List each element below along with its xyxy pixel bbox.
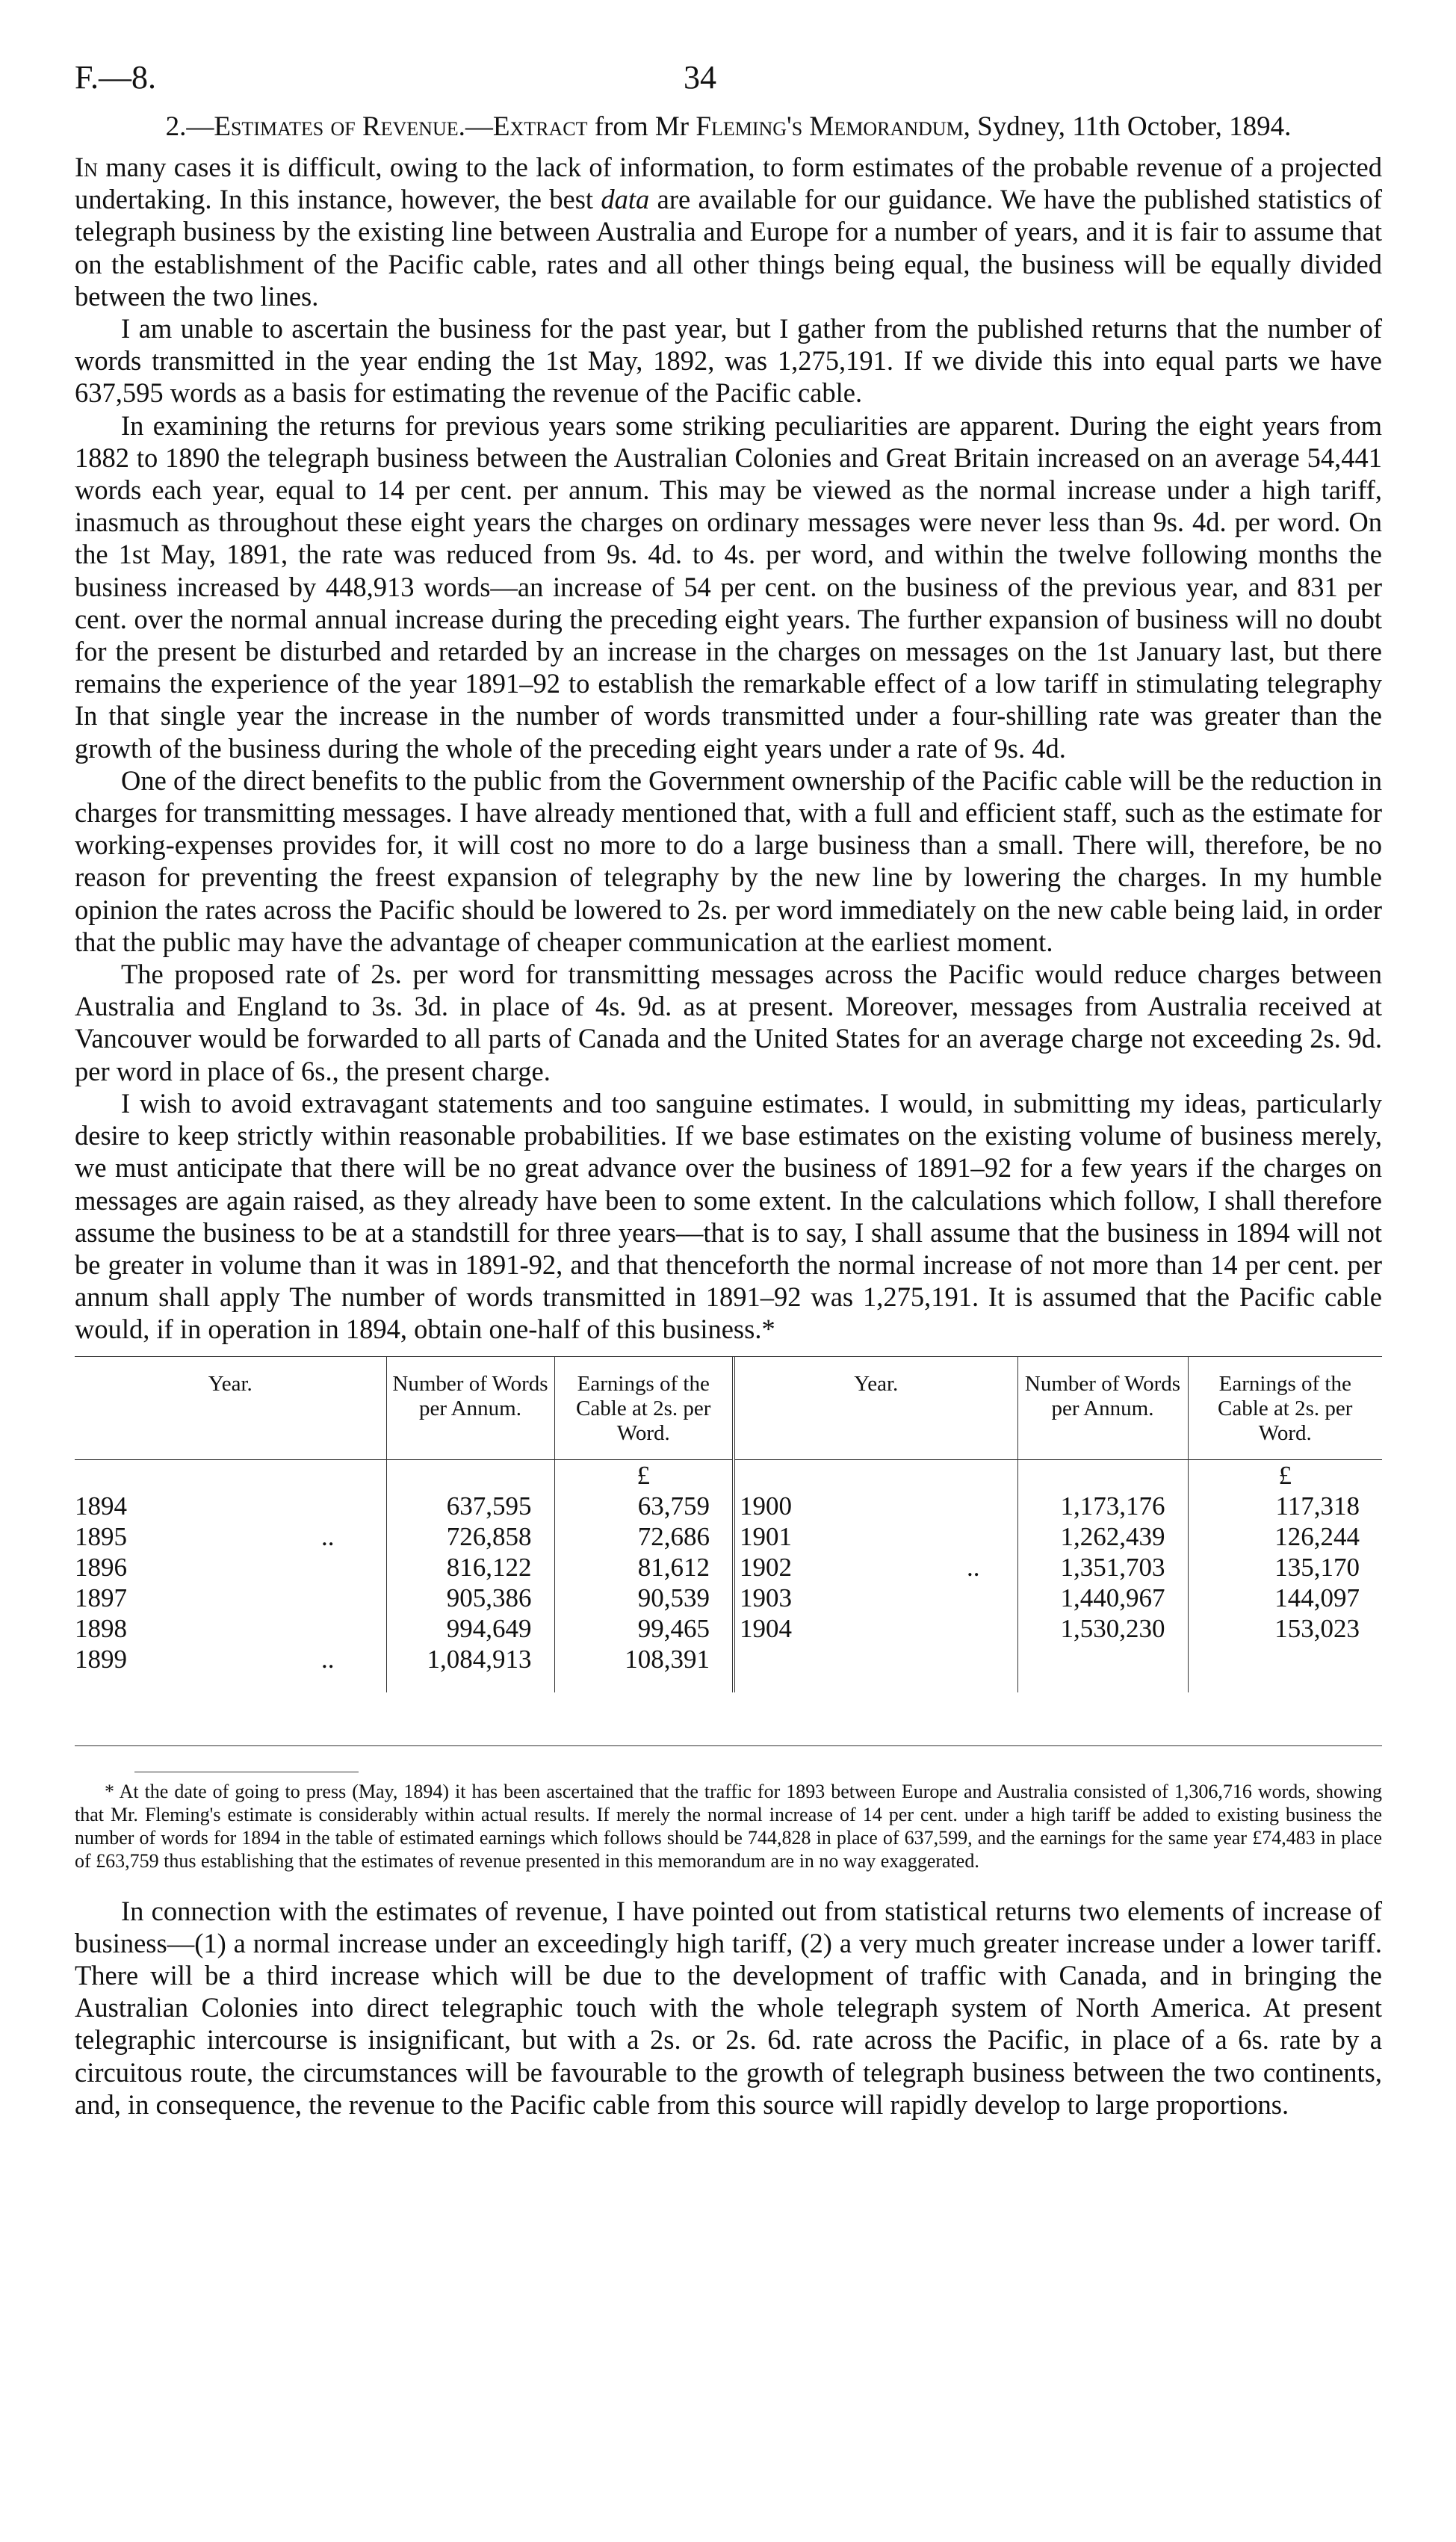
- header-year-right: Year.: [734, 1357, 1017, 1460]
- page-number: 34: [684, 59, 716, 96]
- earnings-cell: 63,759: [554, 1491, 734, 1521]
- year-cell: 1898: [75, 1613, 127, 1643]
- paragraph-1: [75, 151, 1382, 312]
- unit-row: [75, 1459, 1382, 1491]
- table-row: [75, 1521, 1382, 1552]
- earnings-cell: 72,686: [554, 1521, 734, 1552]
- paragraph-2: I am unable to ascertain the business for the past year, but I gather from the published returns that the number of words transmitted in the year ending the 1st May, 1892, was 1,275,191. If we divide this into equal parts we have 637,595 words as a basis for estimating the revenue of the Pacific cable.: [75, 313, 1382, 409]
- footnote: * At the date of going to press (May, 1894) it has been ascertained that the traffic for 1893 between Europe and Australia consisted of 1,306,716 words, showing that Mr. Fleming's estimate is considerably within actual results. If merely the normal increase of 14 per cent. under a high tariff be added to existing business the number of words for 1894 in the table of estimated earnings which follows should be 744,828 in place of 637,599, and the earnings for the same year £74,483 in place of £63,759 thus establishing that the estimates of revenue presented in this memorandum are in no way exaggerated.: [75, 1780, 1382, 1872]
- paragraph-1-lead: In: [75, 152, 98, 182]
- header-earnings-left: Earnings of the Cable at 2s. per Word.: [554, 1357, 734, 1460]
- header-earnings-right: Earnings of the Cable at 2s. per Word.: [1188, 1357, 1382, 1460]
- words-cell: 994,649: [386, 1613, 554, 1644]
- year-cell: 1899 ..: [75, 1644, 335, 1674]
- paragraph-6: I wish to avoid extravagant statements and too sanguine estimates. I would, in submitting my ideas, particularly desire to keep strictly within reasonable probabilities. If we base estimates on the existing volume of business merely, we must anticipate that there will be no great advance over the business of 1891–92 for a few years if the charges on messages are again raised, as they already have been to some extent. In the calculations which follow, I shall therefore assume the business to be at a standstill for three years—that is to say, I shall assume that the business in 1894 will not be greater in volume than it was in 1891-92, and that thenceforth the normal increase of not more than 14 per cent. per annum shall apply The number of words transmitted in 1891–92 was 1,275,191. It is assumed that the Pacific cable would, if in operation in 1894, obtain one-half of this business.*: [75, 1087, 1382, 1345]
- earnings-cell: 135,170: [1188, 1552, 1382, 1583]
- words-cell: 816,122: [386, 1552, 554, 1583]
- words-cell: 1,351,703: [1017, 1552, 1188, 1583]
- paragraph-4: One of the direct benefits to the public from the Government ownership of the Pacific cable will be the reduction in charges for transmitting messages. I have already mentioned that, with a full and efficient staff, such as the estimate for working-expenses provides for, it will cost no more to do a large business than a small. There will, therefore, be no reason for preventing the freest expansion of telegraphy by the new line by lowering the charges. In my humble opinion the rates across the Pacific should be lowered to 2s. per word immediately on the new cable being laid, in order that the public may have the advantage of cheaper communication at the earliest moment.: [75, 764, 1382, 957]
- leader-dots: ..: [967, 1552, 980, 1582]
- words-cell: 1,173,176: [1017, 1491, 1188, 1521]
- table-row: [75, 1491, 1382, 1521]
- closing-paragraph: In connection with the estimates of revenue, I have pointed out from statistical returns two elements of increase of business—(1) a normal increase under an exceedingly high tariff, (2) a very much greater increase under a lower tariff. There will be a third increase which will be due to the development of traffic with Canada, and in bringing the Australian Colonies into direct telegraphic touch with the whole telegraph system of North America. At present telegraphic intercourse is insignificant, but with a 2s. or 2s. 6d. rate across the Pacific, in place of a 6s. rate by a circuitous route, the circumstances will be favourable to the growth of telegraph business between the two continents, and, in consequence, the revenue to the Pacific cable from this source will rapidly develop to large proportions.: [75, 1895, 1382, 2120]
- earnings-cell: 99,465: [554, 1613, 734, 1644]
- year-cell: 1904: [734, 1613, 1017, 1644]
- earnings-cell: 90,539: [554, 1583, 734, 1613]
- heading-title: Estimates of Revenue.: [214, 111, 465, 142]
- paragraph-1-text: many cases it is difficult, owing to the lack of information, to form estimates of the probable revenue of a projected undertaking. In this instance, however, the best: [75, 152, 1382, 215]
- header-words-right: Number of Words per Annum.: [1017, 1357, 1188, 1460]
- heading-from: from Mr: [587, 111, 696, 142]
- heading-dash: —: [465, 111, 493, 142]
- leader-dots: ..: [321, 1521, 335, 1551]
- earnings-cell: 144,097: [1188, 1583, 1382, 1613]
- heading-extract: Extract: [492, 111, 588, 142]
- year-cell: 1903: [734, 1583, 1017, 1613]
- year-cell: 1895 ..: [75, 1521, 335, 1551]
- estimate-table-wrapper: [75, 1356, 1382, 1746]
- unit-pound-right: £: [1188, 1459, 1382, 1491]
- leader-dots: ..: [321, 1644, 335, 1674]
- words-cell: 1,084,913: [386, 1644, 554, 1674]
- table-row: [75, 1552, 1382, 1583]
- table-row: [75, 1583, 1382, 1613]
- paragraph-1-data-word: data: [601, 184, 650, 215]
- header-words-left: Number of Words per Annum.: [386, 1357, 554, 1460]
- document-reference: F.—8.: [75, 59, 156, 96]
- words-cell: 1,440,967: [1017, 1583, 1188, 1613]
- earnings-cell: 81,612: [554, 1552, 734, 1583]
- earnings-cell: 153,023: [1188, 1613, 1382, 1644]
- section-heading: [105, 111, 1352, 143]
- running-header: [75, 45, 1382, 105]
- estimate-table: [75, 1357, 1382, 1692]
- words-cell: 726,858: [386, 1521, 554, 1552]
- paragraph-3: In examining the returns for previous years some striking peculiarities are apparent. During the eight years from 1882 to 1890 the telegraph business between the Australian Colonies and Great Britain increased on an average 54,441 words each year, equal to 14 per cent. per annum. This may be viewed as the normal increase under a high tariff, inasmuch as throughout these eight years the charges on ordinary messages were never less than 9s. 4d. per word. On the 1st May, 1891, the rate was reduced from 9s. 4d. to 4s. per word, and within the twelve following months the business increased by 448,913 words—an increase of 54 per cent. on the business of the previous year, and 831 per cent. over the normal annual increase during the preceding eight years. The further expansion of business will no doubt for the present be disturbed and retarded by an increase in the charges on messages on the 1st January last, but there remains the experience of the year 1891–92 to establish the remarkable effect of a low tariff in stimulating telegraphy In that single year the increase in the number of words transmitted under a four-shilling rate was greater than the growth of the business during the whole of the preceding eight years under a rate of 9s. 4d.: [75, 409, 1382, 764]
- words-cell: 1,262,439: [1017, 1521, 1188, 1552]
- year-cell: 1897: [75, 1583, 127, 1612]
- words-cell: 905,386: [386, 1583, 554, 1613]
- year-cell: 1896: [75, 1552, 127, 1582]
- paragraph-5: The proposed rate of 2s. per word for transmitting messages across the Pacific would reduce charges between Australia and England to 3s. 3d. in place of 4s. 9d. as at present. Moreover, messages from Australia received at Vancouver would be forwarded to all parts of Canada and the United States for an average charge not exceeding 2s. 9d. per word in place of 6s., the present charge.: [75, 959, 1382, 1086]
- heading-memorandum: Fleming's Memorandum: [696, 111, 964, 142]
- earnings-cell: 126,244: [1188, 1521, 1382, 1552]
- earnings-cell: 117,318: [1188, 1491, 1382, 1521]
- year-cell: 1902 ..: [734, 1552, 1017, 1583]
- year-cell: 1894: [75, 1491, 127, 1521]
- heading-number: 2.—: [165, 111, 214, 142]
- year-cell: 1900: [734, 1491, 1017, 1521]
- words-cell: 637,595: [386, 1491, 554, 1521]
- unit-pound-left: £: [554, 1459, 734, 1491]
- earnings-cell: 108,391: [554, 1644, 734, 1674]
- table-row: [75, 1644, 1382, 1674]
- heading-place-date: , Sydney, 11th October, 1894.: [963, 111, 1292, 142]
- year-cell: 1901: [734, 1521, 1017, 1552]
- paragraph-1-text-2: are available for our guidance. We have the published statistics of telegraph business by the existing line between Australia and Europe for a number of years, and it is fair to assume that on the establishment of the Pacific cable, rates and all other things being equal, the business will be equally divided between the two lines.: [75, 184, 1383, 312]
- table-header-row: [75, 1357, 1382, 1460]
- table-row: [75, 1613, 1382, 1644]
- header-year-left: Year.: [75, 1357, 386, 1460]
- words-cell: 1,530,230: [1017, 1613, 1188, 1644]
- document-page: [75, 45, 1382, 2121]
